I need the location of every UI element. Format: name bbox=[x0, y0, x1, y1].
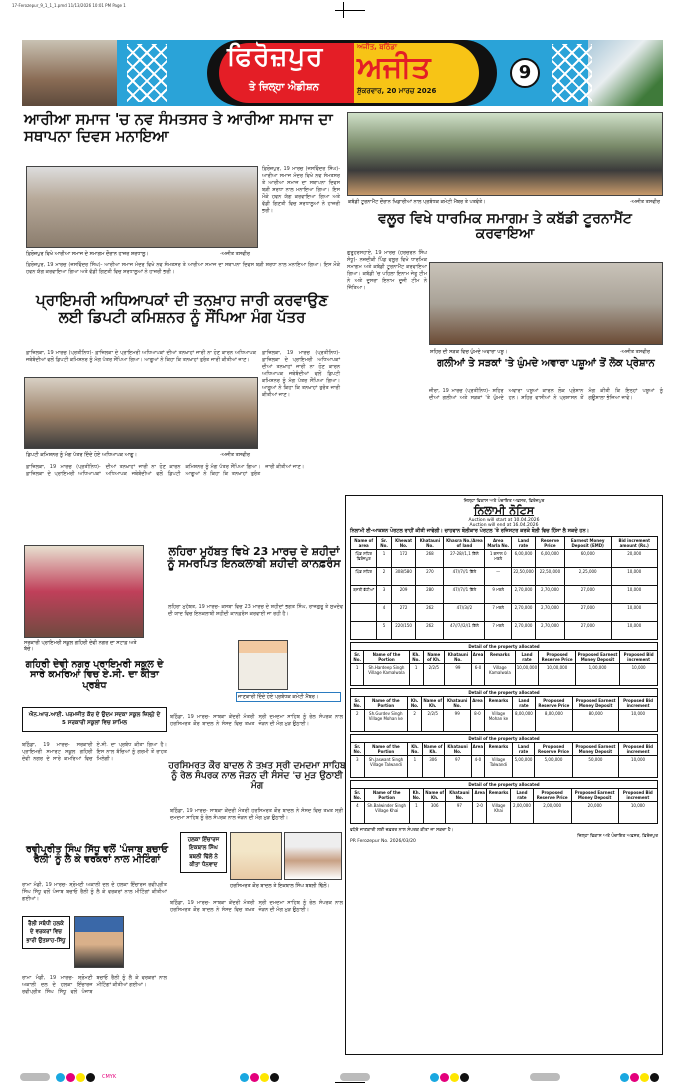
column-header: Khatauni No. bbox=[446, 789, 473, 802]
highlight-box: ਹਲਕਾ ਇੰਚਾਰਜ ਇਕਬਾਲ ਸਿੰਘ ਬਬਲੀ ਢਿੱਲੋਂ ਨੇ ਕੀਤਾ ਧੰਨਵਾਦ bbox=[180, 832, 227, 873]
issue-date: ਸ਼ੁੱਕਰਵਾਰ, 20 ਮਾਰਚ 2026 bbox=[357, 87, 437, 95]
table-cell: 8,00,000 bbox=[513, 710, 535, 732]
table-row bbox=[351, 622, 658, 640]
table-cell: 3 bbox=[351, 756, 365, 778]
column-header: Khatauni No. bbox=[444, 697, 471, 710]
photo-caption: ਜਾਣਕਾਰੀ ਦਿੰਦੇ ਹੋਏ ਪ੍ਰਬੰਧਕ ਕਮੇਟੀ ਮੈਂਬਰ। bbox=[236, 692, 341, 702]
article-body: ਬਠਿੰਡਾ, 19 ਮਾਰਚ- ਸਾਬਕਾ ਕੇਂਦਰੀ ਮੰਤਰੀ ਹਰਸਿਮਰਤ ਕੌਰ ਬਾਦਲ ਨੇ ਸੰਸਦ ਵਿਚ ਤਖ਼ਤ ਸ੍ਰੀ ਦਮਦਮਾ ਸਾਹਿਬ ਨੂੰ ਰੇਲ ਸੰਪਰਕ ਨਾਲ ਜੋੜਨ ਦੀ ਮੰਗ ਮੁੜ ਉਠਾਈ। bbox=[170, 714, 343, 727]
table-cell: 20,000 bbox=[611, 550, 658, 568]
file-slug: 17-Ferozepur_9_1_1_1.pmd 11/13/2026 10:01 PM Page 1 bbox=[12, 3, 126, 8]
column-header: Kh. No. bbox=[409, 651, 423, 664]
raviprit-photo bbox=[74, 916, 124, 968]
table-cell: 47//7//1 ਕਿੱਲੇ bbox=[444, 586, 485, 604]
table-cell: 220/150 bbox=[391, 622, 416, 640]
notice-signature: ਜ਼ਿਲ੍ਹਾ ਵਿਕਾਸ ਅਤੇ ਪੰਚਾਇਤ ਅਫ਼ਸਰ, ਫ਼ਿਰੋਜ਼ਪੁਰ bbox=[577, 834, 658, 839]
table-cell: ਬਸਤੀ ਭੱਟੀਆਂ bbox=[351, 586, 377, 604]
table-title: Detail of the property allocated bbox=[351, 689, 658, 697]
crop-mark bbox=[335, 10, 365, 11]
article-body: ਰਾਮਾ ਮੰਡੀ, 19 ਮਾਰਚ- ਸ਼੍ਰੋਮਣੀ ਅਕਾਲੀ ਦਲ ਦੇ ਹਲਕਾ ਇੰਚਾਰਜ ਰਵੀਪ੍ਰੀਤ ਸਿੰਘ ਸਿੱਧੂ ਵਲੋਂ ਪੰਜਾਬ ਬਚਾਓ ਰੈਲੀ ਨੂੰ ਲੈ ਕੇ ਵਰਕਰਾਂ ਨਾਲ ਮੀਟਿੰਗਾਂ ਕੀਤੀਆਂ ਗਈਆਂ। bbox=[22, 882, 167, 902]
table-cell: 306 bbox=[424, 802, 446, 824]
city-title: ਫਿਰੋਜ਼ਪੁਰ bbox=[227, 42, 324, 72]
article-body: ਜ਼ੀਰਾ, 19 ਮਾਰਚ (ਪ੍ਰਤੀਨਿਧ)- ਸ਼ਹਿਰ ਦੀਆਂ ਗਲੀਆਂ ਅਤੇ ਸੜਕਾਂ 'ਤੇ ਘੁੰਮਦੇ ਅਵਾਰਾ ਪਸ਼ੂਆਂ ਕਾਰਨ ਲੋਕ ਪ੍ਰੇਸ਼ਾਨ ਹਨ। ਸ਼ਹਿਰ ਵਾਸੀਆਂ ਨੇ ਪ੍ਰਸ਼ਾਸਨ ਤੋਂ ਮੰਗ ਕੀਤੀ ਕਿ ਇਨ੍ਹਾਂ ਪਸ਼ੂਆਂ ਨੂੰ ਗਊਸ਼ਾਲਾ ਭੇਜਿਆ ਜਾਵੇ। bbox=[429, 388, 663, 401]
table-cell: 10,000 bbox=[611, 568, 658, 586]
table-cell: 10,000 bbox=[619, 710, 658, 732]
table-cell: 2,00,000 bbox=[511, 802, 533, 824]
pattern-decoration bbox=[552, 44, 592, 102]
article-body: ਬਠਿੰਡਾ, 19 ਮਾਰਚ- ਸਾਬਕਾ ਕੇਂਦਰੀ ਮੰਤਰੀ ਹਰਸਿਮਰਤ ਕੌਰ ਬਾਦਲ ਨੇ ਸੰਸਦ ਵਿਚ ਤਖ਼ਤ ਸ੍ਰੀ ਦਮਦਮਾ ਸਾਹਿਬ ਨੂੰ ਰੇਲ ਸੰਪਰਕ ਨਾਲ ਜੋੜਨ ਦੀ ਮੰਗ ਮੁੜ ਉਠਾਈ। bbox=[170, 900, 343, 913]
table-row bbox=[351, 756, 658, 778]
article-body: ਗੁਰੂਹਰਸਹਾਏ, 19 ਮਾਰਚ (ਹਰਚਰਨ ਸਿੰਘ ਸੰਧੂ)- ਨਜ਼ਦੀਕੀ ਪਿੰਡ ਵਲੂਰ ਵਿਖੇ ਧਾਰਮਿਕ ਸਮਾਗਮ ਅਤੇ ਕਬੱਡੀ ਟੂਰਨਾਮੈਂਟ ਕਰਵਾਇਆ ਗਿਆ। ਕਬੱਡੀ 'ਚ ਪਹਿਲਾ ਇਨਾਮ ਜੇਤੂ ਟੀਮ ਨੇ ਅਤੇ ਦੂਸਰਾ ਇਨਾਮ ਦੂਜੀ ਟੀਮ ਨੇ ਜਿੱਤਿਆ। bbox=[347, 250, 427, 291]
table-cell: 99 bbox=[444, 710, 471, 732]
table-cell: Village Kamalwala bbox=[485, 664, 515, 686]
table-cell: 22,50,000 bbox=[511, 568, 535, 586]
school-staff-photo bbox=[24, 545, 144, 638]
column-header: Khewat No. bbox=[391, 537, 416, 550]
article-body: ਫ਼ਾਜ਼ਿਲਕਾ, 19 ਮਾਰਚ (ਪ੍ਰਤੀਨਿਧ)- ਫ਼ਾਜ਼ਿਲਕਾ ਦੇ ਪ੍ਰਾਇਮਰੀ ਅਧਿਆਪਕਾਂ ਦੀਆਂ ਤਨਖ਼ਾਹਾਂ ਜਾਰੀ ਨਾ ਹੋਣ ਕਾਰਨ ਅਧਿਆਪਕ ਜਥੇਬੰਦੀਆਂ ਵਲੋਂ ਡਿਪਟੀ ਕਮਿਸ਼ਨਰ ਨੂੰ ਮੰਗ ਪੱਤਰ ਸੌਂਪਿਆ ਗਿਆ। ਆਗੂਆਂ ਨੇ ਕਿਹਾ ਕਿ ਤਨਖ਼ਾਹਾਂ ਤੁਰੰਤ ਜਾਰੀ ਕੀਤੀਆਂ ਜਾਣ। bbox=[26, 464, 305, 477]
column-header: Land rate bbox=[515, 651, 539, 664]
table-cell: 20,000 bbox=[571, 802, 618, 824]
table-cell: 306 bbox=[422, 756, 444, 778]
column-header: Kh. No. bbox=[408, 697, 422, 710]
notice-footer: ਵਧੇਰੇ ਜਾਣਕਾਰੀ ਲਈ ਦਫ਼ਤਰ ਨਾਲ ਸੰਪਰਕ ਕੀਤਾ ਜਾ ਸਕਦਾ ਹੈ। bbox=[350, 828, 454, 833]
headline-kabaddi: ਵਲੂਰ ਵਿਖੇ ਧਾਰਮਿਕ ਸਮਾਗਮ ਤੇ ਕਬੱਡੀ ਟੂਰਨਾਮੈਂਟ ਕਰਵਾਇਆ bbox=[378, 211, 632, 243]
column-header: Proposed Reserve Price bbox=[533, 789, 571, 802]
table-cell: 2 bbox=[377, 568, 391, 586]
photo-caption: ਸਰਕਾਰੀ ਪ੍ਰਾਇਮਰੀ ਸਕੂਲ ਗਹਿਰੀ ਦੇਵੀ ਨਗਰ ਦਾ ਸਟਾਫ਼ ਅਤੇ ਬੱਚੇ। bbox=[24, 640, 137, 652]
headline-raviprit: ਰਵੀਪ੍ਰੀਤ ਸਿੰਘ ਸਿੱਧੂ ਵਲੋਂ 'ਪੰਜਾਬ ਬਚਾਓ ਰੈਲੀ' ਨੂੰ ਲੈ ਕੇ ਵਰਕਰਾਂ ਨਾਲ ਮੀਟਿੰਗਾਂ bbox=[25, 844, 169, 866]
headline-harsimrat: ਹਰਸਿਮਰਤ ਕੌਰ ਬਾਦਲ ਨੇ ਤਖ਼ਤ ਸ੍ਰੀ ਦਮਦਮਾ ਸਾਹਿਬ ਨੂੰ ਰੇਲ ਸੰਪਰਕ ਨਾਲ ਜੋੜਨ ਦੀ ਸੰਸਦ 'ਚ ਮੁੜ ਉਠਾਈ ਮੰਗ bbox=[168, 761, 346, 791]
table-cell: 6,00,000 bbox=[511, 550, 535, 568]
column-header: Land rate bbox=[511, 789, 533, 802]
memorial-photo bbox=[588, 40, 663, 106]
auction-table-1 bbox=[350, 536, 658, 640]
column-header: Remarks bbox=[484, 697, 513, 710]
table-cell: 5,00,000 bbox=[512, 756, 534, 778]
table-cell: Sh.Jaswant Singh Village Talwandi bbox=[364, 756, 408, 778]
column-header: Name of area bbox=[351, 537, 377, 550]
photo-caption: ਕਬੱਡੀ ਟੂਰਨਾਮੈਂਟ ਦੌਰਾਨ ਖਿਡਾਰੀਆਂ ਨਾਲ ਪ੍ਰਬੰਧਕ ਕਮੇਟੀ ਮੈਂਬਰ ਤੇ ਪਤਵੰਤੇ। bbox=[348, 199, 486, 205]
column-header: Land rate bbox=[512, 743, 534, 756]
table-cell: 27,000 bbox=[564, 622, 611, 640]
column-header: Name of Kh. bbox=[423, 744, 443, 754]
table-cell: 2,70,000 bbox=[511, 604, 535, 622]
column-header: Area bbox=[473, 789, 486, 802]
harsimrat-photo bbox=[230, 832, 282, 880]
column-header: Name of the Portion bbox=[364, 651, 409, 664]
table-cell: 47//7//1 ਕਿੱਲੇ bbox=[444, 568, 485, 586]
table-row bbox=[351, 586, 658, 604]
table-row bbox=[351, 568, 658, 586]
table-cell: 27-28//1,1 ਕਿੱਲੇ bbox=[444, 550, 485, 568]
headline-lehra-mohabbat: ਲਹਿਰਾ ਮੁਹੱਬਤ ਵਿਖੇ 23 ਮਾਰਚ ਦੇ ਸ਼ਹੀਦਾਂ ਨੂੰ ਸਮਰਪਿਤ ਇਨਕਲਾਬੀ ਸ਼ਹੀਦੀ ਕਾਨਫ਼ਰੰਸ bbox=[167, 545, 341, 571]
photo-credit: -ਅਜੀਤ ਤਸਵੀਰ bbox=[620, 349, 650, 355]
article-body: ਰਾਮਾ ਮੰਡੀ, 19 ਮਾਰਚ- ਸ਼੍ਰੋਮਣੀ ਅਕਾਲੀ ਦਲ ਦੇ ਹਲਕਾ ਇੰਚਾਰਜ ਰਵੀਪ੍ਰੀਤ ਸਿੰਘ ਸਿੱਧੂ ਵਲੋਂ ਪੰਜਾਬ ਬਚਾਓ ਰੈਲੀ ਨੂੰ ਲੈ ਕੇ ਵਰਕਰਾਂ ਨਾਲ ਮੀਟਿੰਗਾਂ ਕੀਤੀਆਂ ਗਈਆਂ। bbox=[22, 975, 167, 995]
notice-title: ਨਿਲਾਮੀ ਨੋਟਿਸ bbox=[473, 504, 535, 517]
table-cell: Village Khai bbox=[486, 802, 510, 824]
notice-intro: ਨਿਲਾਮੀ ਈ-ਆਕਸ਼ਨ ਪੋਰਟਲ ਰਾਹੀਂ ਕੀਤੀ ਜਾਵੇਗੀ। ਚਾਹਵਾਨ ਬੋਲੀਕਾਰ ਪੋਰਟਲ 'ਤੇ ਰਜਿਸਟਰ ਕਰਕੇ ਬੋਲੀ ਵਿਚ ਹਿੱਸਾ ਲੈ ਸਕਦੇ ਹਨ। bbox=[350, 528, 589, 534]
table-cell: 1 bbox=[409, 802, 423, 824]
photo-credit: -ਅਜੀਤ ਤਸਵੀਰ bbox=[220, 251, 250, 257]
table-cell: 2/2/5 bbox=[422, 710, 444, 732]
teachers-photo bbox=[24, 377, 258, 449]
table-cell: 1 bbox=[377, 550, 391, 568]
table-cell: Sh.Gurdev Singh Village Mohan ke bbox=[364, 710, 407, 732]
table-cell: — bbox=[485, 568, 512, 586]
column-header: Remarks bbox=[485, 651, 515, 664]
table-cell: 50,000 bbox=[572, 756, 618, 778]
column-header: Name of Kh. bbox=[423, 698, 443, 708]
table-cell: 2,70,000 bbox=[536, 586, 565, 604]
table-cell: 1,00,000 bbox=[575, 664, 619, 686]
table-row bbox=[351, 604, 658, 622]
column-header: Area bbox=[471, 697, 484, 710]
table-cell: 2,00,000 bbox=[533, 802, 571, 824]
column-header: Proposed Earnest Money Deposit bbox=[572, 743, 618, 756]
photo-caption: ਫ਼ਿਰੋਜ਼ਪੁਰ ਵਿਖੇ ਆਰੀਆ ਸਮਾਜ ਦੇ ਸਮਾਗਮ ਦੌਰਾਨ ਹਾਜ਼ਰ ਸ਼ਰਧਾਲੂ। bbox=[26, 251, 149, 257]
table-cell: 280 bbox=[416, 586, 444, 604]
column-header: Proposed Earnest Money Deposit bbox=[575, 651, 619, 664]
column-header: Proposed Earnest Money Deposit bbox=[573, 697, 619, 710]
highlight-box: ਰੈਲੀ ਸਬੰਧੀ ਹਲਕੇ ਦੇ ਵਰਕਰਾਂ ਵਿਚ ਭਾਰੀ ਉਤਸ਼ਾਹ-ਸਿੱਧੂ bbox=[22, 916, 70, 949]
table-cell: 8-0 bbox=[471, 710, 484, 732]
column-header: Proposed Reserve Price bbox=[539, 651, 575, 664]
cmyk-label: CMYK bbox=[102, 1073, 117, 1080]
table-cell: 2 bbox=[408, 710, 422, 732]
brand-small: ਅਜੀਤ, ਬਠਿੰਡਾ bbox=[357, 43, 398, 51]
photo-caption: ਡਿਪਟੀ ਕਮਿਸ਼ਨਰ ਨੂੰ ਮੰਗ ਪੱਤਰ ਦਿੰਦੇ ਹੋਏ ਅਧਿਆਪਕ ਆਗੂ। bbox=[26, 452, 137, 458]
table-cell: Village Mohan ke bbox=[484, 710, 513, 732]
table-cell: Sh.Hardeep Singh Village Kamalwala bbox=[364, 664, 409, 686]
table-cell: 4 bbox=[377, 604, 391, 622]
table-cell: 10,000 bbox=[611, 604, 658, 622]
kabaddi-team-photo bbox=[347, 112, 663, 196]
article-body: ਫ਼ਿਰੋਜ਼ਪੁਰ, 19 ਮਾਰਚ (ਜਸਵਿੰਦਰ ਸਿੰਘ)- ਆਰੀਆ ਸਮਾਜ ਮੰਦਰ ਵਿਖੇ ਨਵ ਸੰਮਤਸਰ ਤੇ ਆਰੀਆ ਸਮਾਜ ਦਾ ਸਥਾਪਨਾ ਦਿਵਸ ਬੜੀ ਸ਼ਰਧਾ ਨਾਲ ਮਨਾਇਆ ਗਿਆ। ਇਸ ਮੌਕੇ ਹਵਨ ਯੱਗ ਕਰਵਾਇਆ ਗਿਆ ਅਤੇ ਵੱਡੀ ਗਿਣਤੀ ਵਿਚ ਸ਼ਰਧਾਲੂਆਂ ਨੇ ਹਾਜ਼ਰੀ ਭਰੀ। bbox=[26, 262, 340, 275]
column-header: Area bbox=[471, 743, 484, 756]
column-header: Proposed Reserve Price bbox=[535, 743, 573, 756]
table-cell: 4-0 bbox=[471, 756, 484, 778]
crop-mark bbox=[335, 1082, 365, 1083]
table-cell bbox=[351, 622, 377, 640]
pattern-decoration bbox=[127, 44, 167, 102]
table-cell: 99 bbox=[445, 664, 472, 686]
masthead-logo bbox=[207, 40, 497, 106]
table-cell: 9 ਮਰਲੇ bbox=[485, 586, 512, 604]
photo-caption: ਹਰਸਿਮਰਤ ਕੌਰ ਬਾਦਲ ਤੇ ਇਕਬਾਲ ਸਿੰਘ ਬਬਲੀ ਢਿੱਲੋਂ। bbox=[230, 883, 330, 889]
table-row bbox=[351, 550, 658, 568]
table-cell bbox=[351, 604, 377, 622]
column-header: Area Marla No. bbox=[485, 537, 512, 550]
crop-mark bbox=[343, 2, 344, 18]
column-header: Name of Kh. bbox=[425, 790, 445, 800]
table-cell: 2/2/5 bbox=[423, 664, 444, 686]
portrait-photo bbox=[238, 640, 288, 690]
column-header: Name of Kh. bbox=[423, 651, 444, 664]
auction-end: Auction will end at 16.04.2026 bbox=[469, 523, 539, 528]
column-header: Proposed Bid increment bbox=[619, 697, 658, 710]
table-cell: 1 bbox=[409, 664, 423, 686]
column-header: Name of the Portion bbox=[364, 789, 409, 802]
column-header: Khatauni No. bbox=[416, 537, 444, 550]
table-cell: 8,00,000 bbox=[535, 710, 572, 732]
notice-office: ਜ਼ਿਲ੍ਹਾ ਵਿਕਾਸ ਅਤੇ ਪੰਚਾਇਤ ਅਫ਼ਸਰ, ਫ਼ਿਰੋਜ਼ਪੁਰ bbox=[463, 499, 545, 504]
table-title: Detail of the property allocated bbox=[351, 735, 658, 743]
property-detail-table bbox=[350, 688, 658, 732]
column-header: Khatauni No. bbox=[444, 743, 471, 756]
table-row bbox=[351, 802, 658, 824]
table-cell: 3 bbox=[377, 586, 391, 604]
table-cell: 2,70,000 bbox=[536, 604, 565, 622]
table-cell: 5,00,000 bbox=[535, 756, 573, 778]
notice-ref: PR Ferozepur No. 2026/03/20 bbox=[350, 839, 416, 844]
table-cell: 262 bbox=[416, 604, 444, 622]
table-cell: 47//7//2//1 ਕਿੱਲੇ bbox=[444, 622, 485, 640]
article-body: ਫ਼ਿਰੋਜ਼ਪੁਰ, 19 ਮਾਰਚ (ਜਸਵਿੰਦਰ ਸਿੰਘ)- ਆਰੀਆ ਸਮਾਜ ਮੰਦਰ ਵਿਖੇ ਨਵ ਸੰਮਤਸਰ ਤੇ ਆਰੀਆ ਸਮਾਜ ਦਾ ਸਥਾਪਨਾ ਦਿਵਸ ਬੜੀ ਸ਼ਰਧਾ ਨਾਲ ਮਨਾਇਆ ਗਿਆ। ਇਸ ਮੌਕੇ ਹਵਨ ਯੱਗ ਕਰਵਾਇਆ ਗਿਆ ਅਤੇ ਵੱਡੀ ਗਿਣਤੀ ਵਿਚ ਸ਼ਰਧਾਲੂਆਂ ਨੇ ਹਾਜ਼ਰੀ ਭਰੀ। bbox=[262, 166, 340, 214]
table-row bbox=[351, 664, 658, 686]
brand-title: ਅਜੀਤ bbox=[357, 50, 431, 85]
table-cell: ਪਿੰਡ ਸ਼ਹਿਰ ਫ਼ਿਰੋਜ਼ਪੁਰ bbox=[351, 550, 377, 568]
table-cell: 7 ਮਰਲੇ bbox=[485, 604, 512, 622]
table-cell: 10,000 bbox=[619, 756, 658, 778]
property-detail-table bbox=[350, 780, 658, 824]
table-title: Detail of the property allocated bbox=[351, 643, 658, 651]
article-body: ਬਠਿੰਡਾ, 19 ਮਾਰਚ- ਸਰਕਾਰੀ ਪ੍ਰਾਇਮਰੀ ਸਮਾਰਟ ਸਕੂਲ ਗਹਿਰੀ ਦੇਵੀ ਨਗਰ ਦੇ ਸਾਰੇ ਕਮਰਿਆਂ ਵਿਚ ਏ.ਸੀ. ਦਾ ਪ੍ਰਬੰਧ ਕੀਤਾ ਗਿਆ ਹੈ। ਇਸ ਨਾਲ ਬੱਚਿਆਂ ਨੂੰ ਗਰਮੀ ਤੋਂ ਰਾਹਤ ਮਿਲੇਗੀ। bbox=[22, 742, 167, 762]
table-cell: 2 bbox=[351, 710, 365, 732]
table-cell: 172 bbox=[391, 550, 416, 568]
pull-quote: ਐਨ.ਆਰ.ਆਈ. ਪਰਮਜੀਤ ਕੌਰ ਦੇ ਉਦਮ ਸਦਕਾ ਸਕੂਲ ਜ਼ਿਲ੍ਹੇ ਦੇ 5 ਸਰਕਾਰੀ ਸਕੂਲਾਂ ਵਿਚ ਸ਼ਾਮਿਲ bbox=[22, 707, 167, 732]
column-header: Khatauni No. bbox=[445, 651, 472, 664]
table-cell: 270 bbox=[416, 568, 444, 586]
table-cell: 97 bbox=[446, 802, 473, 824]
headline-arya-samaj: ਆਰੀਆ ਸਮਾਜ 'ਚ ਨਵ ਸੰਮਤਸਰ ਤੇ ਆਰੀਆ ਸਮਾਜ ਦਾ ਸਥਾਪਨਾ ਦਿਵਸ ਮਨਾਇਆ bbox=[24, 110, 333, 145]
headline-stray-cattle: ਗਲੀਆਂ ਤੇ ਸੜਕਾਂ 'ਤੇ ਘੁੰਮਦੇ ਅਵਾਰਾ ਪਸ਼ੂਆਂ ਤੋਂ ਲੋਕ ਪ੍ਰੇਸ਼ਾਨ bbox=[437, 358, 655, 369]
column-header: Sr. No. bbox=[351, 651, 364, 664]
table-cell: 10,000 bbox=[611, 622, 658, 640]
color-registration-bar bbox=[20, 1067, 116, 1086]
table-cell: 10,000 bbox=[611, 586, 658, 604]
column-header: Sr. No. bbox=[351, 697, 365, 710]
table-title: Detail of the property allocated bbox=[351, 781, 658, 789]
page-number: 9 bbox=[510, 58, 540, 88]
table-row bbox=[351, 710, 658, 732]
column-header: Kh. No. bbox=[409, 789, 423, 802]
auction-notice bbox=[345, 495, 663, 1055]
column-header: Sr. No. bbox=[351, 789, 365, 802]
fort-photo bbox=[22, 40, 117, 106]
table-cell: 308/580 bbox=[391, 568, 416, 586]
table-cell: 97 bbox=[444, 756, 471, 778]
column-header: Kh. No. bbox=[408, 743, 422, 756]
column-header: Bid increment amount (Rs.) bbox=[611, 537, 658, 550]
table-cell: 6,00,000 bbox=[536, 550, 565, 568]
article-body: ਫ਼ਾਜ਼ਿਲਕਾ, 19 ਮਾਰਚ (ਪ੍ਰਤੀਨਿਧ)- ਫ਼ਾਜ਼ਿਲਕਾ ਦੇ ਪ੍ਰਾਇਮਰੀ ਅਧਿਆਪਕਾਂ ਦੀਆਂ ਤਨਖ਼ਾਹਾਂ ਜਾਰੀ ਨਾ ਹੋਣ ਕਾਰਨ ਅਧਿਆਪਕ ਜਥੇਬੰਦੀਆਂ ਵਲੋਂ ਡਿਪਟੀ ਕਮਿਸ਼ਨਰ ਨੂੰ ਮੰਗ ਪੱਤਰ ਸੌਂਪਿਆ ਗਿਆ। ਆਗੂਆਂ ਨੇ ਕਿਹਾ ਕਿ ਤਨਖ਼ਾਹਾਂ ਤੁਰੰਤ ਜਾਰੀ ਕੀਤੀਆਂ ਜਾਣ। bbox=[262, 350, 340, 398]
table-cell: 2,70,000 bbox=[511, 622, 535, 640]
table-cell: 27,000 bbox=[564, 604, 611, 622]
color-registration-bar bbox=[240, 1067, 660, 1086]
table-cell: 2-0 bbox=[473, 802, 486, 824]
headline-teachers-salary: ਪ੍ਰਾਇਮਰੀ ਅਧਿਆਪਕਾਂ ਦੀ ਤਨਖ਼ਾਹ ਜਾਰੀ ਕਰਵਾਉਣ ਲਈ ਡਿਪਟੀ ਕਮਿਸ਼ਨਰ ਨੂੰ ਸੌਂਪਿਆ ਮੰਗ ਪੱਤਰ bbox=[36, 291, 328, 326]
column-header: Proposed Bid increment bbox=[619, 743, 658, 756]
edition-subtitle: ਤੇ ਜ਼ਿਲ੍ਹਾ ਐਡੀਸ਼ਨ bbox=[249, 82, 319, 93]
column-header: Reserve Price bbox=[536, 537, 565, 550]
stray-cattle-photo bbox=[429, 262, 663, 345]
leader-photo bbox=[284, 832, 342, 880]
table-cell: 22,50,000 bbox=[536, 568, 565, 586]
photo-caption: ਸ਼ਹਿਰ ਦੀ ਸੜਕ ਵਿਚ ਘੁੰਮਦੇ ਅਵਾਰਾ ਪਸ਼ੂ। bbox=[430, 349, 508, 355]
table-cell: 1 bbox=[408, 756, 422, 778]
article-body: ਲਹਿਰਾ ਮੁਹੱਬਤ, 19 ਮਾਰਚ- ਕਸਬਾ ਵਿਚ 23 ਮਾਰਚ ਦੇ ਸ਼ਹੀਦਾਂ ਭਗਤ ਸਿੰਘ, ਰਾਜਗੁਰੂ ਤੇ ਸੁਖਦੇਵ ਦੀ ਯਾਦ ਵਿਚ ਇਨਕਲਾਬੀ ਸ਼ਹੀਦੀ ਕਾਨਫ਼ਰੰਸ ਕਰਵਾਈ ਜਾ ਰਹੀ ਹੈ। bbox=[168, 604, 343, 617]
column-header: Name of the Portion bbox=[364, 697, 407, 710]
table-cell: 10,00,000 bbox=[515, 664, 539, 686]
table-cell: 10,00,000 bbox=[539, 664, 575, 686]
photo-credit: -ਅਜੀਤ ਤਸਵੀਰ bbox=[220, 452, 250, 458]
table-cell: 1 bbox=[351, 664, 364, 686]
table-cell: 5 bbox=[377, 622, 391, 640]
column-header: Land rate bbox=[511, 537, 535, 550]
table-cell: 4 bbox=[351, 802, 365, 824]
table-cell: 7 ਮਰਲੇ bbox=[485, 622, 512, 640]
column-header: Sr. No. bbox=[377, 537, 391, 550]
table-cell: 2,70,000 bbox=[536, 622, 565, 640]
column-header: Earnest Money Deposit (EMD) bbox=[564, 537, 611, 550]
property-detail-table bbox=[350, 642, 658, 686]
column-header: Remarks bbox=[486, 789, 510, 802]
column-header: Land rate bbox=[513, 697, 535, 710]
table-cell: 209 bbox=[391, 586, 416, 604]
table-cell: Village Talwandi bbox=[485, 756, 513, 778]
column-header: Proposed Bid increment bbox=[620, 651, 658, 664]
column-header: Proposed Reserve Price bbox=[535, 697, 572, 710]
table-cell: 27,000 bbox=[564, 586, 611, 604]
column-header: Proposed Earnest Money Deposit bbox=[571, 789, 618, 802]
table-cell: 262 bbox=[416, 622, 444, 640]
column-header: Area bbox=[471, 651, 484, 664]
table-cell: 1 ਕਨਾਲ 0 ਮਰਲੇ bbox=[485, 550, 512, 568]
table-cell: 2,70,000 bbox=[511, 586, 535, 604]
column-header: Proposed Bid increment bbox=[618, 789, 657, 802]
article-body: ਬਠਿੰਡਾ, 19 ਮਾਰਚ- ਸਾਬਕਾ ਕੇਂਦਰੀ ਮੰਤਰੀ ਹਰਸਿਮਰਤ ਕੌਰ ਬਾਦਲ ਨੇ ਸੰਸਦ ਵਿਚ ਤਖ਼ਤ ਸ੍ਰੀ ਦਮਦਮਾ ਸਾਹਿਬ ਨੂੰ ਰੇਲ ਸੰਪਰਕ ਨਾਲ ਜੋੜਨ ਦੀ ਮੰਗ ਮੁੜ ਉਠਾਈ। bbox=[170, 808, 343, 821]
table-cell: 2,25,000 bbox=[564, 568, 611, 586]
column-header: Khasra No./Area of land bbox=[444, 537, 485, 550]
table-cell: 6-0 bbox=[471, 664, 484, 686]
arya-samaj-photo bbox=[26, 166, 258, 248]
table-cell: 47//3//2 bbox=[444, 604, 485, 622]
table-cell: 272 bbox=[391, 604, 416, 622]
table-cell: ਪਿੰਡ ਸ਼ਹਿਰ bbox=[351, 568, 377, 586]
table-cell: 60,000 bbox=[564, 550, 611, 568]
table-cell: 268 bbox=[416, 550, 444, 568]
column-header: Name of the Portion bbox=[364, 743, 408, 756]
article-dateline: ਫ਼ਾਜ਼ਿਲਕਾ, 19 ਮਾਰਚ (ਪ੍ਰਤੀਨਿਧ)- ਫ਼ਾਜ਼ਿਲਕਾ ਦੇ ਪ੍ਰਾਇਮਰੀ ਅਧਿਆਪਕਾਂ ਦੀਆਂ ਤਨਖ਼ਾਹਾਂ ਜਾਰੀ ਨਾ ਹੋਣ ਕਾਰਨ ਅਧਿਆਪਕ ਜਥੇਬੰਦੀਆਂ ਵਲੋਂ ਡਿਪਟੀ ਕਮਿਸ਼ਨਰ ਨੂੰ ਮੰਗ ਪੱਤਰ ਸੌਂਪਿਆ ਗਿਆ। ਆਗੂਆਂ ਨੇ ਕਿਹਾ ਕਿ ਤਨਖ਼ਾਹਾਂ ਤੁਰੰਤ ਜਾਰੀ ਕੀਤੀਆਂ ਜਾਣ। bbox=[26, 350, 256, 363]
photo-credit: -ਅਜੀਤ ਤਸਵੀਰ bbox=[630, 199, 660, 205]
column-header: Sr. No. bbox=[351, 743, 365, 756]
column-header: Remarks bbox=[485, 743, 513, 756]
table-cell: 10,000 bbox=[618, 802, 657, 824]
table-cell: 10,000 bbox=[620, 664, 658, 686]
masthead bbox=[22, 40, 663, 106]
auction-start: Auction will start at 10.04.2026 bbox=[468, 518, 540, 523]
table-cell: 80,000 bbox=[573, 710, 619, 732]
table-cell: Sh.Balwinder Singh Village Khai bbox=[364, 802, 409, 824]
headline-school-ac: ਗਹਿਰੀ ਦੇਵੀ ਨਗਰ ਪ੍ਰਾਇਮਰੀ ਸਕੂਲ ਦੇ ਸਾਰੇ ਕਮਰਿਆਂ ਵਿਚ ਏ.ਸੀ. ਦਾ ਕੀਤਾ ਪ੍ਰਬੰਧ bbox=[25, 659, 164, 691]
property-detail-table bbox=[350, 734, 658, 778]
